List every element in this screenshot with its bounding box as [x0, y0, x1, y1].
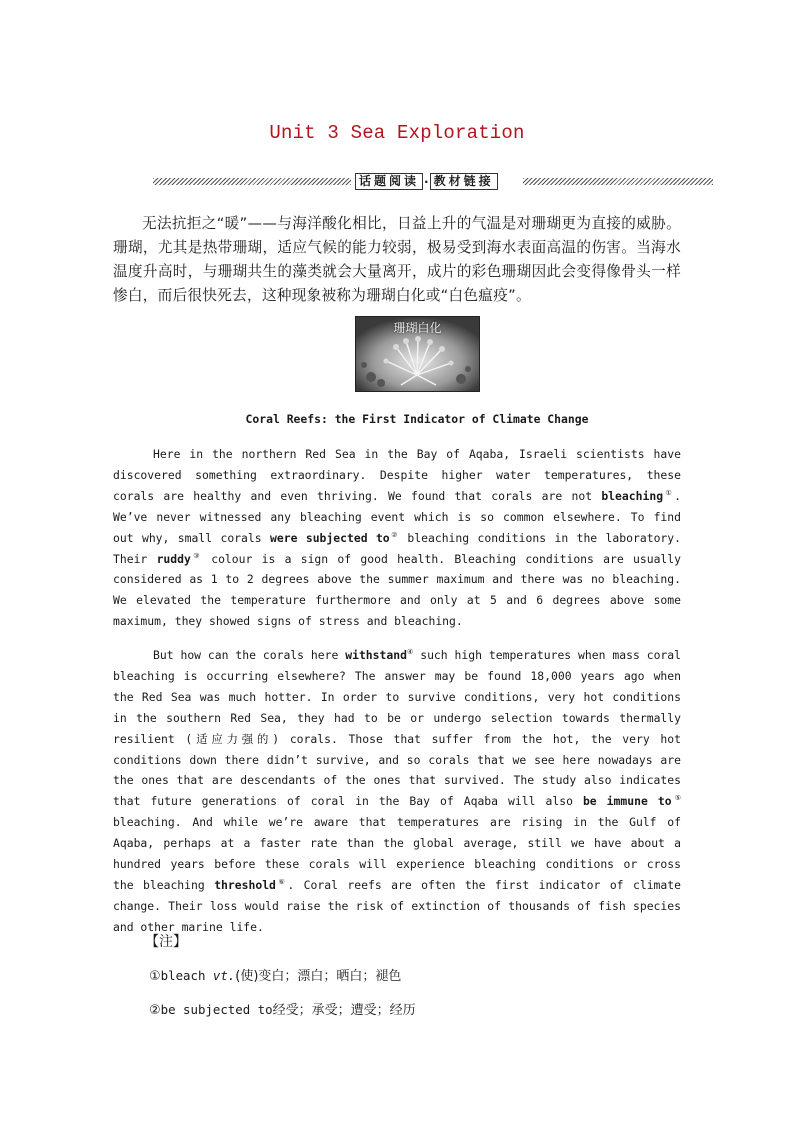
note-marker: ③ [190, 551, 202, 560]
note-marker: ① [663, 489, 675, 498]
article-paragraph-1 [113, 444, 681, 632]
paragraph-text: bleaching. And while we’re aware that temperatures are rising in the Gulf of Aqaba, perhaps at a faster rate than the global average, still we have about a hundred years before these corals will experience bleaching conditions or cross the bleaching [113, 815, 681, 892]
paragraph-text: bleaching conditions in the laboratory. Their [113, 530, 681, 566]
paragraph-text: But how can the corals here [153, 648, 346, 662]
banner-stripe-right [523, 178, 713, 185]
keyword-ruddy: ruddy [156, 551, 191, 566]
note-definition: (使)变白；漂白；晒白；褪色 [235, 969, 402, 984]
notes-heading: 【注】 [145, 934, 187, 950]
note-definition: 经受；承受；遭受；经历 [272, 1003, 416, 1018]
image-caption: 珊瑚白化 [393, 321, 442, 335]
note-marker: ② [389, 530, 400, 539]
banner-tag [355, 173, 498, 190]
keyword-be-immune-to: be immune to [582, 794, 672, 809]
note-number: ② [149, 1003, 161, 1018]
paragraph-text: . We’ve never witnessed any bleaching event which is so common elsewhere. To find out why, small corals [113, 488, 682, 545]
keyword-were-subjected-to: were subjected to [270, 530, 390, 545]
paragraph-text: . Coral reefs are often the first indicator of climate change. Their loss would raise the risk of extinction of thousands of fish species and other marine life. [113, 877, 681, 934]
note-item-1 [149, 965, 401, 984]
section-banner [153, 173, 713, 191]
paragraph-text: such high temperatures when mass coral bleaching is occurring elsewhere? The answer may be found 18,000 years ago when the Red Sea was much hotter. In order to survive conditions, very hot conditions in the southern Red Sea, they had to be or undergo selection towards thermally resilient (适应力强的) corals. Those that suffer from the hot, the very hot conditions down there didn’t survive, and so corals that we see here nowadays are the ones that are descendants of the ones that survived. The study also indicates that future generations of coral in the Bay of Aqaba will also [113, 648, 681, 809]
note-term: bleach [160, 968, 213, 983]
banner-label-left: 话题阅读 [355, 173, 423, 190]
note-number: ① [149, 969, 161, 984]
unit-title: Unit 3 Sea Exploration [269, 122, 525, 144]
paragraph-text: colour is a sign of good health. Bleaching conditions are usually considered as 1 to 2 degrees above the summer maximum and there was no bleaching. We elevated the temperature furthermore and only at 5 and 6 degrees above some maximum, they showed signs of stress and bleaching. [113, 551, 681, 629]
coral-bleaching-image [355, 316, 480, 392]
banner-stripe-left [153, 178, 351, 185]
note-marker: ⑤ [671, 794, 682, 803]
intro-paragraph-cn: 无法抗拒之“暖”——与海洋酸化相比，日益上升的气温是对珊瑚更为直接的威胁。珊瑚，尤其是热带珊瑚，适应气候的能力较弱，极易受到海水表面高温的伤害。当海水温度升高时，与珊瑚共生的藻类就会大量离开，成片的彩色珊瑚因此会变得像骨头一样惨白，而后很快死去，这种现象被称为珊瑚白化或“白色瘟疫”。 [113, 215, 681, 304]
note-item-2 [149, 999, 416, 1018]
note-term: be subjected to [160, 1002, 273, 1017]
article-title: Coral Reefs: the First Indicator of Climate Change [245, 412, 589, 426]
keyword-bleaching: bleaching [601, 488, 664, 503]
banner-separator: · [424, 174, 429, 189]
banner-label-right: 教材链接 [430, 173, 498, 190]
paragraph-text: Here in the northern Red Sea in the Bay of Aqaba, Israeli scientists have discovered something extraordinary. Despite higher water temperatures, these corals are healthy and even thriving. We found that corals are not [113, 447, 681, 503]
keyword-threshold: threshold [214, 877, 276, 892]
note-part-of-speech: vt. [212, 968, 236, 983]
keyword-withstand: withstand [345, 648, 407, 662]
note-marker: ⑥ [275, 878, 288, 887]
article-paragraph-2 [113, 645, 681, 938]
note-marker: ④ [406, 648, 414, 657]
